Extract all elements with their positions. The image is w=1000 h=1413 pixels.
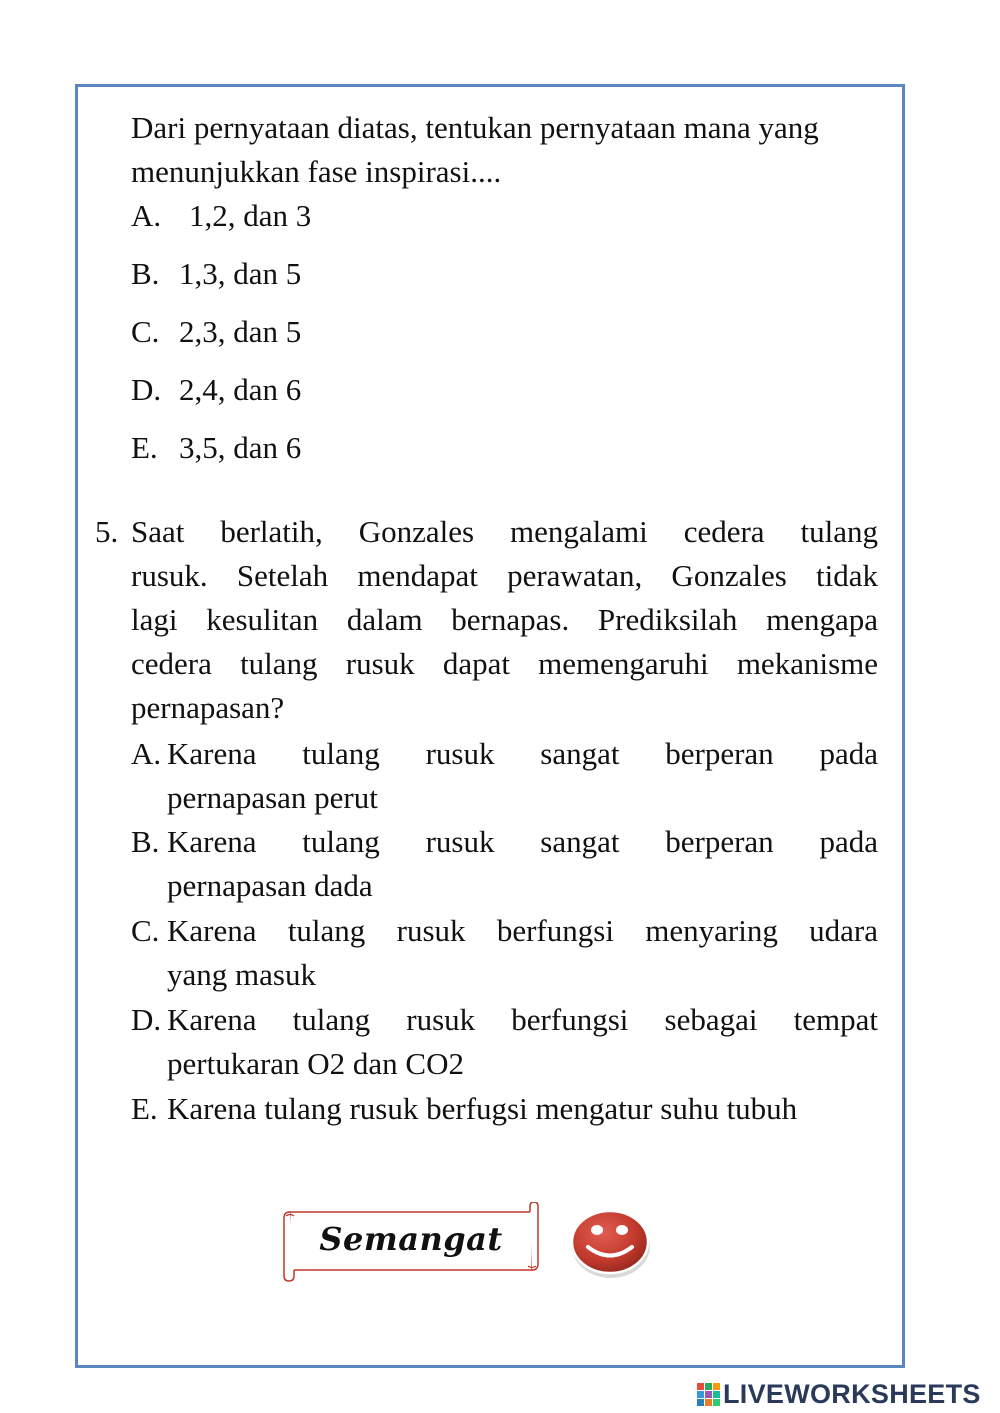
q5-option-c-line-1: Karena tulang rusuk berfungsi menyaring udara <box>167 913 878 948</box>
q5-number: 5. <box>95 514 119 549</box>
q5-option-c-letter: C. <box>131 913 160 948</box>
q5-option-a-letter: A. <box>131 736 162 771</box>
q5-stem-line-3: lagi kesulitan dalam bernapas. Prediksilah mengapa <box>131 602 878 637</box>
q5-option-e-line-1: Karena tulang rusuk berfugsi mengatur suhu tubuh <box>167 1091 798 1126</box>
q4-option-a-text: 1,2, dan 3 <box>189 198 312 233</box>
q5-option-d-line-2: pertukaran O2 dan CO2 <box>167 1046 464 1081</box>
q5-option-e-letter: E. <box>131 1091 158 1126</box>
liveworksheets-wordmark: LIVEWORKSHEETS <box>723 1379 981 1409</box>
q4-option-c-letter: C. <box>131 314 160 349</box>
semangat-banner <box>282 1202 540 1282</box>
q5-stem-line-5: pernapasan? <box>131 690 285 725</box>
q5-option-b-line-2: pernapasan dada <box>167 868 373 903</box>
q5-option-c-line-2: yang masuk <box>167 957 316 992</box>
q4-option-e-text: 3,5, dan 6 <box>179 430 302 465</box>
semangat-text: Semangat <box>319 1220 503 1258</box>
q5-option-a-line-2: pernapasan perut <box>167 780 378 815</box>
q5-stem-line-1: Saat berlatih, Gonzales mengalami cedera tulang <box>131 514 878 549</box>
q4-option-b-text: 1,3, dan 5 <box>179 256 302 291</box>
q5-stem-line-4: cedera tulang rusuk dapat memengaruhi mekanisme <box>131 646 878 681</box>
liveworksheets-grid-icon <box>697 1383 721 1407</box>
q4-option-d-text: 2,4, dan 6 <box>179 372 302 407</box>
q5-option-d-line-1: Karena tulang rusuk berfungsi sebagai tempat <box>167 1002 878 1037</box>
q5-option-b-line-1: Karena tulang rusuk sangat berperan pada <box>167 824 878 859</box>
q5-option-d-letter: D. <box>131 1002 162 1037</box>
q4-option-c-text: 2,3, dan 5 <box>179 314 302 349</box>
q5-option-a-line-1: Karena tulang rusuk sangat berperan pada <box>167 736 878 771</box>
q4-option-d-letter: D. <box>131 372 162 407</box>
q4-option-a-letter: A. <box>131 198 162 233</box>
q5-stem-line-2: rusuk. Setelah mendapat perawatan, Gonzales tidak <box>131 558 878 593</box>
q4-option-b-letter: B. <box>131 256 160 291</box>
q4-stem-line-1: Dari pernyataan diatas, tentukan pernyataan mana yang <box>131 110 819 145</box>
q5-option-b-letter: B. <box>131 824 160 859</box>
q4-option-e-letter: E. <box>131 430 158 465</box>
liveworksheets-logo <box>697 1378 997 1410</box>
smiley-face-icon <box>566 1206 656 1280</box>
q4-stem-line-2: menunjukkan fase inspirasi.... <box>131 154 502 189</box>
